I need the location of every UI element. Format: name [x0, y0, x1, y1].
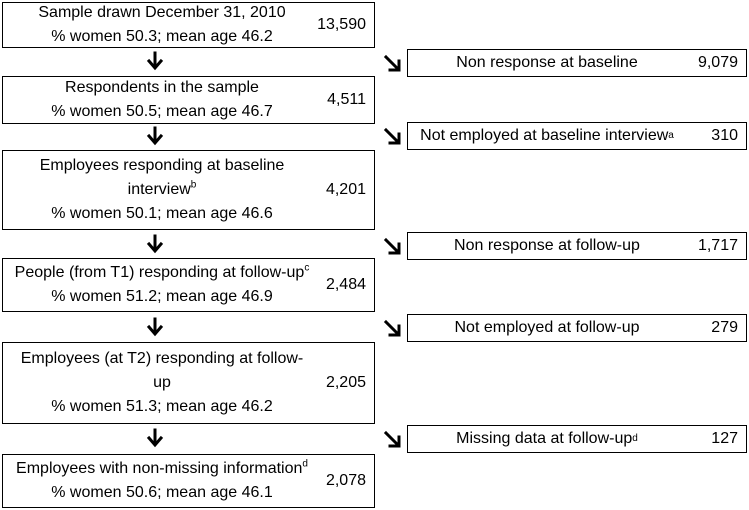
exclusion-box-not-employed-baseline: Not employed at baseline interview a 310	[407, 122, 747, 150]
exclusion-count: 310	[711, 127, 738, 144]
box-line: up	[153, 374, 171, 391]
flow-box-respondents	[2, 76, 375, 124]
footnote-marker: b	[190, 179, 197, 191]
box-line: Respondents in the sample	[65, 79, 259, 96]
exclusion-count: 9,079	[697, 54, 738, 71]
arrow-diagonal-icon	[383, 319, 403, 339]
exclusion-box-not-employed-followup	[407, 314, 747, 342]
flow-box-people-followup	[2, 258, 375, 312]
flow-box-employees-baseline	[2, 150, 375, 230]
box-count: 2,078	[325, 472, 366, 489]
box-line: Employees with non-missing information	[16, 460, 303, 477]
exclusion-label: Non response at baseline	[456, 54, 638, 71]
box-line: Employees responding at baseline	[39, 157, 285, 174]
exclusion-label: Not employed at baseline interview	[420, 127, 669, 144]
exclusion-label: Non response at follow-up	[454, 237, 640, 254]
exclusion-count: 279	[711, 319, 738, 336]
box-line: Employees (at T2) responding at follow-	[20, 350, 304, 367]
exclusion-label: Not employed at follow-up	[454, 319, 640, 336]
box-line: % women 50.5; mean age 46.7	[51, 103, 273, 120]
box-count: 4,201	[325, 181, 366, 198]
arrow-diagonal-icon	[383, 430, 403, 450]
box-line: % women 50.1; mean age 46.6	[51, 205, 273, 222]
flow-box-employees-t2	[2, 342, 375, 424]
box-line: interview	[127, 181, 191, 198]
box-line: % women 50.6; mean age 46.1	[51, 484, 273, 501]
arrow-diagonal-icon	[383, 127, 403, 147]
box-count: 2,484	[325, 276, 366, 293]
exclusion-count: 1,717	[697, 237, 738, 254]
box-line: % women 51.3; mean age 46.2	[51, 398, 273, 415]
arrow-down-icon	[145, 428, 165, 448]
box-count: 13,590	[317, 16, 366, 33]
exclusion-box-missing-data: Missing data at follow-up d 127	[407, 425, 747, 453]
box-line: Sample drawn December 31, 2010	[38, 4, 286, 21]
exclusion-box-nonresponse-followup	[407, 232, 747, 260]
flow-box-sample	[2, 2, 375, 48]
exclusion-label: Missing data at follow-up	[456, 430, 633, 447]
arrow-down-icon	[145, 126, 165, 146]
arrow-diagonal-icon	[383, 237, 403, 257]
footnote-marker: c	[304, 262, 310, 274]
exclusion-count: 127	[711, 430, 738, 447]
box-line: People (from T1) responding at follow-up	[14, 264, 305, 281]
box-count: 2,205	[325, 374, 366, 391]
arrow-down-icon	[145, 51, 165, 71]
exclusion-box-nonresponse-baseline	[407, 49, 747, 77]
box-count: 4,511	[327, 91, 366, 108]
arrow-down-icon	[145, 234, 165, 254]
box-line: % women 51.2; mean age 46.9	[51, 288, 273, 305]
box-line: % women 50.3; mean age 46.2	[51, 28, 273, 45]
arrow-diagonal-icon	[383, 54, 403, 74]
flow-box-non-missing	[2, 454, 375, 508]
footnote-marker: d	[302, 458, 308, 470]
arrow-down-icon	[145, 317, 165, 337]
